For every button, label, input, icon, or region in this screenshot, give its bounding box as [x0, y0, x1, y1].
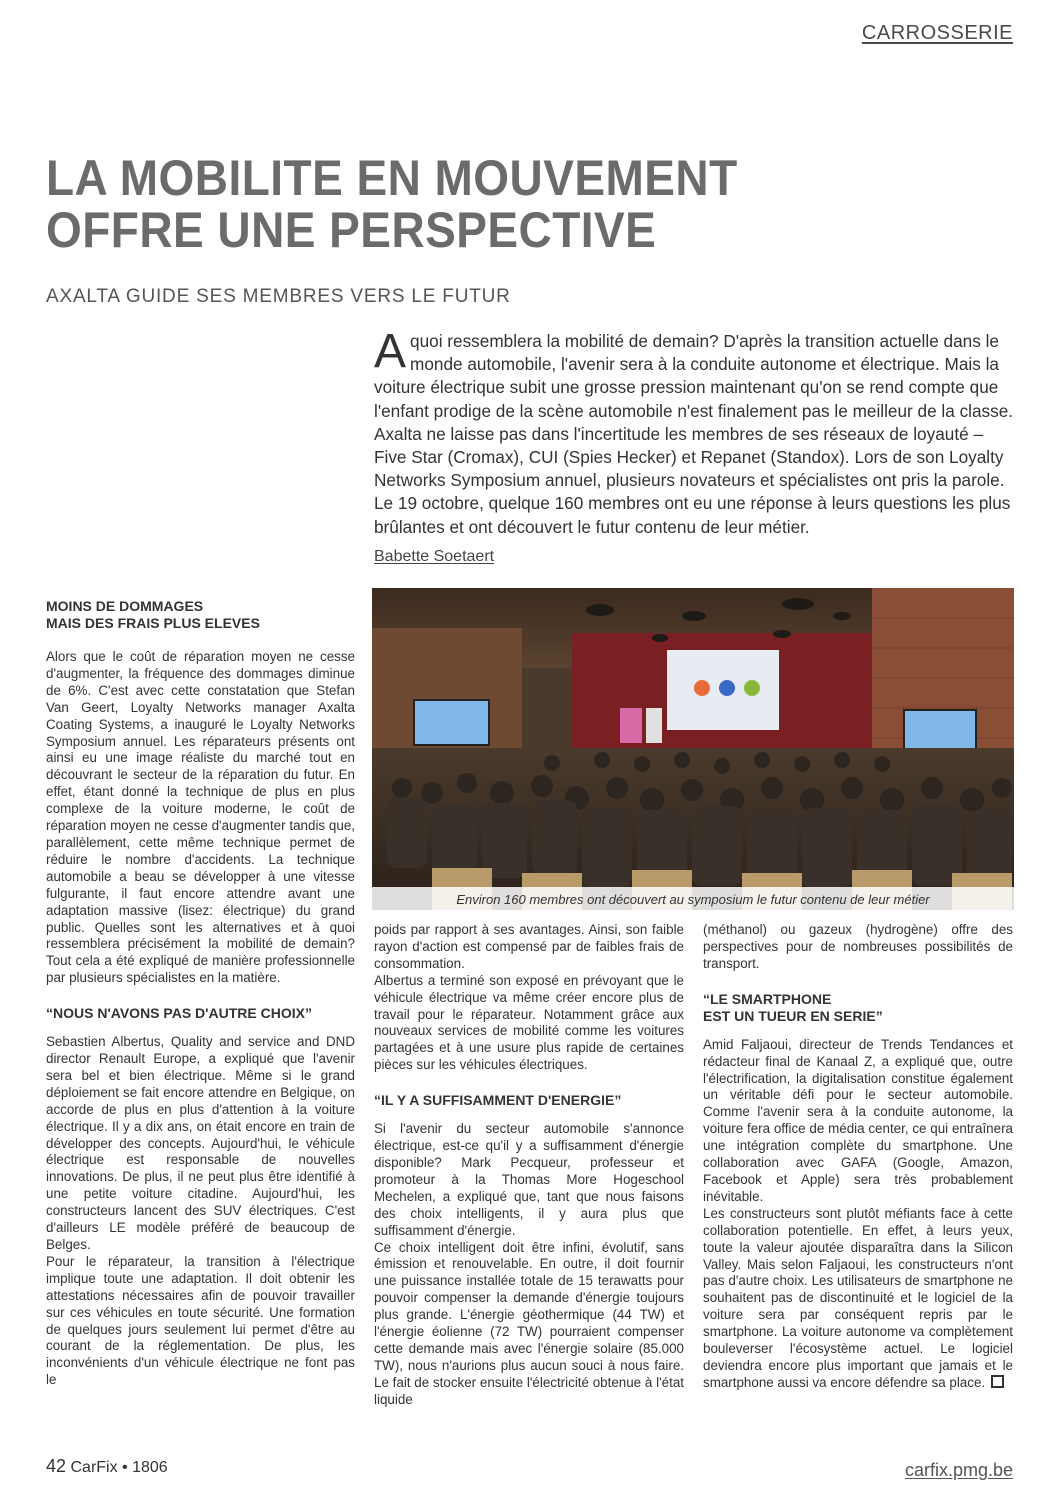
article-subtitle: AXALTA GUIDE SES MEMBRES VERS LE FUTUR: [46, 286, 511, 307]
subheading-autre-choix: “NOUS N'AVONS PAS D'AUTRE CHOIX”: [46, 1005, 312, 1022]
end-mark-icon: [991, 1375, 1004, 1388]
photo-caption: Environ 160 membres ont découvert au symposium le futur contenu de leur métier: [372, 887, 1014, 912]
symposium-photo: [372, 588, 1014, 910]
column-2: [374, 922, 684, 1409]
column-1: [46, 598, 355, 1389]
page-number: 42: [46, 1456, 67, 1476]
subheading-dommages: MOINS DE DOMMAGES MAIS DES FRAIS PLUS ELEVES: [46, 598, 260, 631]
paragraph: (méthanol) ou gazeux (hydrogène) offre des perspectives pour de nombreuses possibilités de transport.: [703, 922, 1013, 971]
subheading-energie: “IL Y A SUFFISAMMENT D'ENERGIE”: [374, 1092, 622, 1109]
lead-paragraph: [374, 325, 1014, 539]
lead-text: quoi ressemblera la mobilité de demain? D'après la transition actuelle dans le monde automobile, l'avenir sera à la conduite autonome et électrique. Mais la voiture électrique subit une grosse pression maintenant qu'on se rend compte que l'enfant prodige de la scène automobile n'est finalement pas le meilleur de la classe. Axalta ne laisse pas dans l'incertitude les membres de ses réseaux de loyauté – Five Star (Cromax), CUI (Spies Hecker) et Repanet (Standox). Lors de son Loyalty Networks Symposium annuel, plusieurs novateurs et spécialistes ont pris la parole. Le 19 octobre, quelque 160 membres ont eu une réponse à leurs questions les plus brûlantes et ont découvert le futur contenu de leur métier.: [374, 331, 1014, 537]
drop-cap: A: [374, 325, 407, 378]
paragraph: Alors que le coût de réparation moyen ne cesse d'augmenter, la fréquence des dommages diminue de 6%. C'est avec cette constatation que Stefan Van Geert, Loyalty Networks manager Axalta Coating Systems, a inauguré le Loyalty Networks Symposium annuel. Les réparateurs présents ont ainsi eu une image réaliste du marché tout en découvrant le secteur de la réparation du futur. En effet, étant donné la technique de plus en plus complexe de la voiture moderne, le coût de réparation moyen ne cesse d'augmenter tandis que, parallèlement, cette même technique permet de réduire le nombre d'accidents. La technique automobile a beau se développer à une vitesse fulgurante, il faut encore attendre avant une adaptation massive (lisez: électrique) du grand public. Quelles sont les alternatives et à quoi ressemblera précisément la mobilité de demain? Tout cela a été expliqué de manière professionnelle par plusieurs spécialistes en la matière.: [46, 649, 355, 986]
footer-left: [46, 1456, 168, 1477]
magazine-issue: CarFix • 1806: [70, 1459, 168, 1476]
title-line-2: OFFRE UNE PERSPECTIVE: [46, 202, 657, 258]
paragraph: Ce choix intelligent doit être infini, évolutif, sans émission et renouvelable. En outre, il doit fournir une puissance installée totale de 15 terawatts pour pouvoir compenser la demande d'énergie toujours plus grande. L'énergie géothermique (44 TW) et l'énergie éolienne (72 TW) pourraient compenser cette demande mais avec l'énergie solaire (85.000 TW), nous n'aurions plus aucun souci à nous faire. Le fait de stocker ensuite l'électricité obtenue à l'état liquide: [374, 1239, 684, 1407]
subheading-smartphone: “LE SMARTPHONE EST UN TUEUR EN SERIE”: [703, 990, 883, 1024]
paragraph: Les constructeurs sont plutôt méfiants face à cette collaboration potentielle. En effet, à leurs yeux, toute la valeur ajoutée disparaîtra dans la Silicon Valley. Mais selon Faljaoui, les constructeurs n'ont pas d'autre choix. Les utilisateurs de smartphone ne souhaitent pas de discontinuité et le logiciel de la voiture sera par conséquent repris par le smartphone. La voiture autonome va complètement bouleverser l'écosystème actuel. Le logiciel deviendra encore plus important que jamais et le smartphone aussi va encore défendre sa place.: [703, 1205, 1013, 1390]
paragraph: Pour le réparateur, la transition à l'électrique implique toute une adaptation. Il doit obtenir les attestations nécessaires afin de pouvoir travailler sur ces véhicules en toute sécurité. Une formation de quelques jours seulement lui permet d'être au courant de la réglementation. De plus, les inconvénients d'un véhicule électrique ne font pas le: [46, 1253, 355, 1388]
paragraph: poids par rapport à ses avantages. Ainsi, son faible rayon d'action est compensé par de faibles frais de consommation.: [374, 922, 684, 971]
section-tag: CARROSSERIE: [861, 22, 1013, 44]
article-title: [46, 152, 745, 256]
paragraph: Si l'avenir du secteur automobile s'annonce électrique, est-ce qu'il y a suffisamment d'énergie disponible? Mark Pecqueur, professeur et promoteur à la Thomas More Hogeschool Mechelen, a expliqué que, tant que nous faisons des choix intelligents, il y aura plus que suffisamment d'énergie.: [374, 1121, 684, 1238]
conference-room-illustration: [372, 588, 1014, 910]
author-link[interactable]: Babette Soetaert: [374, 548, 495, 565]
paragraph: Sebastien Albertus, Quality and service and DND director Renault Europe, a expliqué que l'avenir sera bel et bien électrique. Même si le grand déploiement se fait encore attendre en Belgique, on accorde de plus en plus d'attention à la voiture électrique. Il y a dix ans, on était encore en train de développer des concepts. Aujourd'hui, le véhicule électrique est responsable de nouvelles innovations. De plus, il ne peut plus être identifié à une petite voiture citadine. Aujourd'hui, les constructeurs lancent des SUV électriques. C'est d'ailleurs LE modèle préféré de beaucoup de Belges.: [46, 1034, 355, 1252]
column-3: [703, 922, 1013, 1392]
website-link[interactable]: carfix.pmg.be: [904, 1460, 1013, 1480]
paragraph: Albertus a terminé son exposé en prévoyant que le véhicule électrique va même créer encore plus de travail pour le réparateur. Notamment grâce aux nouveaux services de mobilité comme les voitures partagées et à une usure plus rapide de certaines pièces sur les véhicules électriques.: [374, 972, 684, 1073]
title-line-1: LA MOBILITE EN MOUVEMENT: [46, 150, 738, 206]
paragraph: Amid Faljaoui, directeur de Trends Tendances et rédacteur final de Kanaal Z, a expliqué que, outre l'électrification, la digitalisation constitue également un véritable défi pour le secteur automobile. Comme l'avenir sera à la conduite autonome, la voiture fera office de média center, ce qui entraînera une intégration complète du smartphone. Une collaboration avec GAFA (Google, Amazon, Facebook et Apple) sera très probablement inévitable.: [703, 1036, 1013, 1204]
